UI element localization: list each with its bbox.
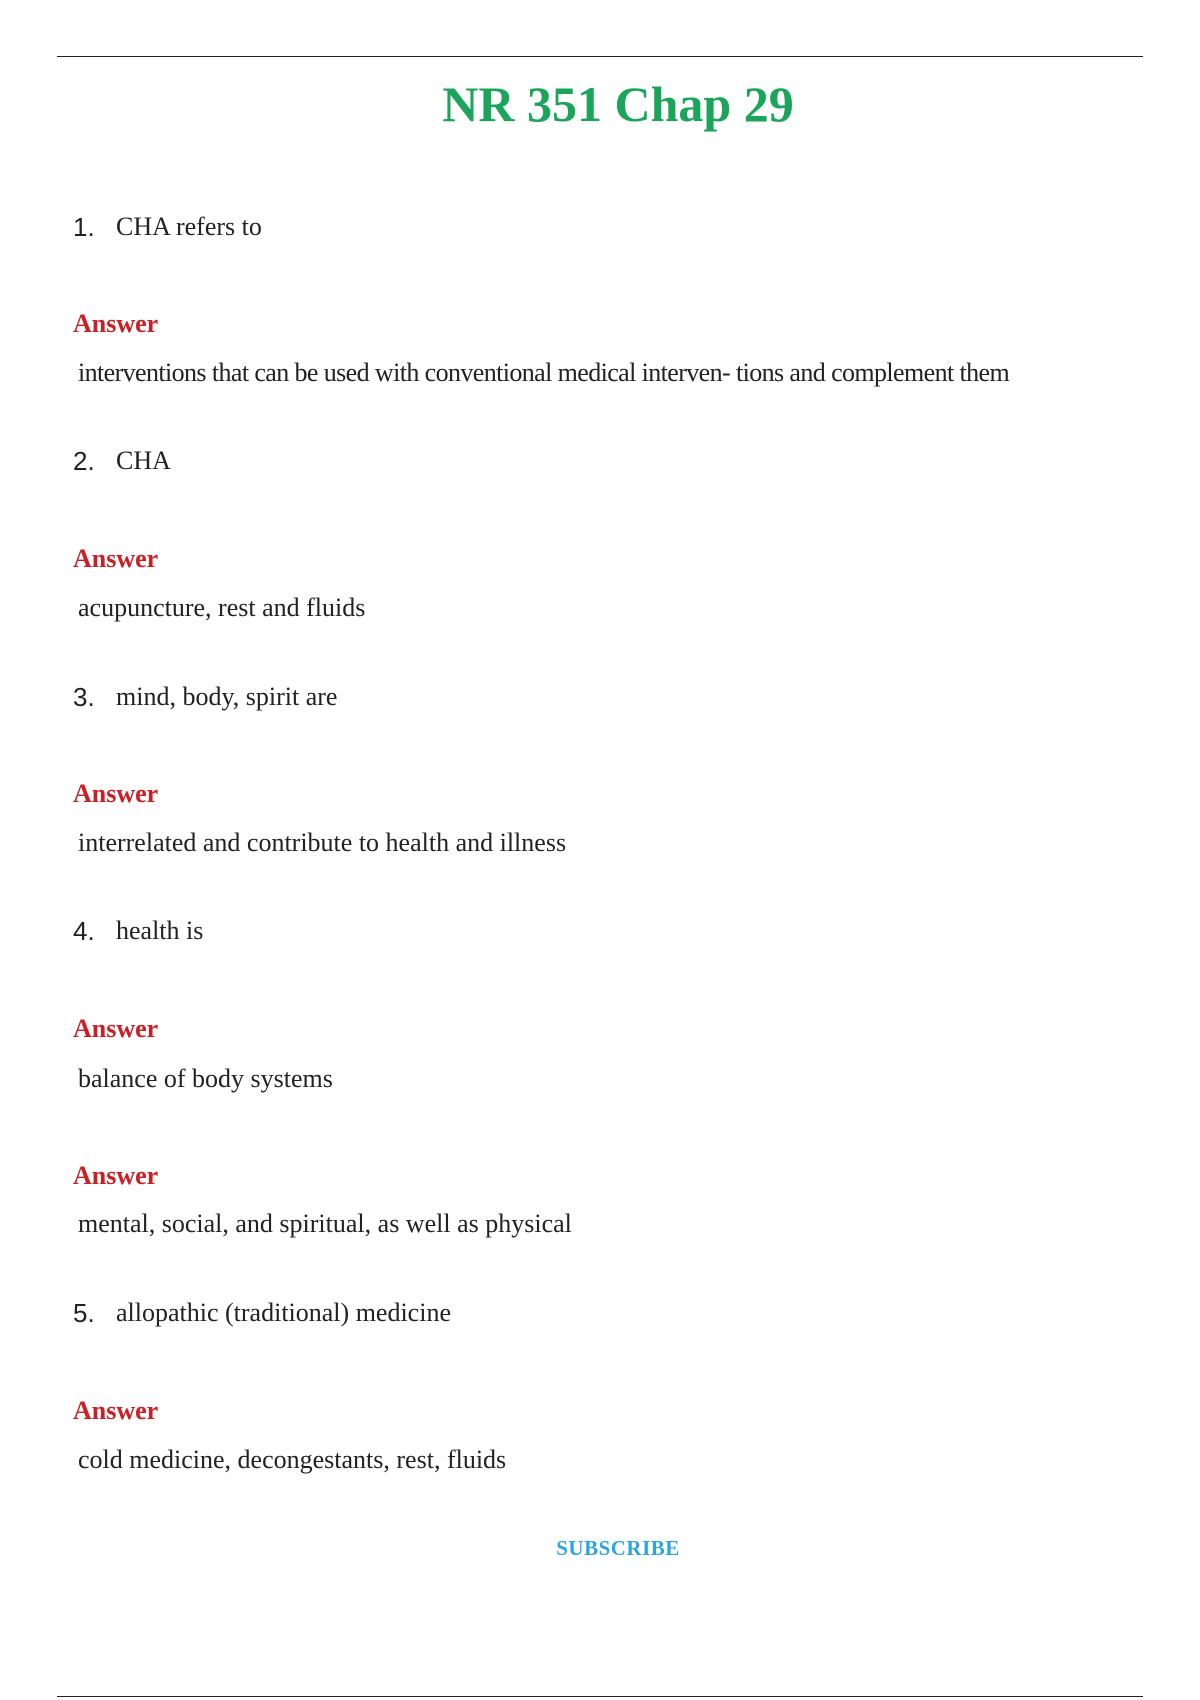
- question-4: [73, 914, 203, 948]
- answer-label: Answer: [73, 544, 159, 573]
- question-1: [73, 210, 262, 244]
- question-text: CHA: [116, 446, 171, 475]
- question-5: [73, 1296, 451, 1330]
- bottom-divider: [57, 1696, 1143, 1697]
- answer-label: Answer: [73, 1396, 159, 1425]
- answer-text: interventions that can be used with conventional medical interven- tions and complement them: [78, 358, 1010, 387]
- question-number: 4.: [73, 915, 95, 946]
- question-text: CHA refers to: [116, 212, 262, 241]
- question-text: allopathic (traditional) medicine: [116, 1298, 451, 1327]
- question-number: 1.: [73, 211, 95, 242]
- question-text: health is: [116, 916, 204, 945]
- top-divider: [57, 56, 1143, 57]
- answer-label: Answer: [73, 1161, 159, 1190]
- answer-text: balance of body systems: [78, 1064, 333, 1093]
- answer-text: cold medicine, decongestants, rest, fluids: [78, 1445, 507, 1474]
- question-3: [73, 680, 337, 714]
- question-number: 2.: [73, 445, 95, 476]
- answer-text: interrelated and contribute to health and illness: [78, 828, 567, 857]
- subscribe-link[interactable]: SUBSCRIBE: [556, 1536, 680, 1560]
- answer-text: mental, social, and spiritual, as well as physical: [78, 1209, 572, 1238]
- answer-label: Answer: [73, 1014, 159, 1043]
- answer-text: acupuncture, rest and fluids: [78, 593, 366, 622]
- question-number: 5.: [73, 1297, 95, 1328]
- question-text: mind, body, spirit are: [116, 682, 338, 711]
- page-title: NR 351 Chap 29: [442, 76, 794, 132]
- answer-label: Answer: [73, 309, 159, 338]
- question-number: 3.: [73, 681, 95, 712]
- question-2: [73, 444, 171, 478]
- answer-label: Answer: [73, 779, 159, 808]
